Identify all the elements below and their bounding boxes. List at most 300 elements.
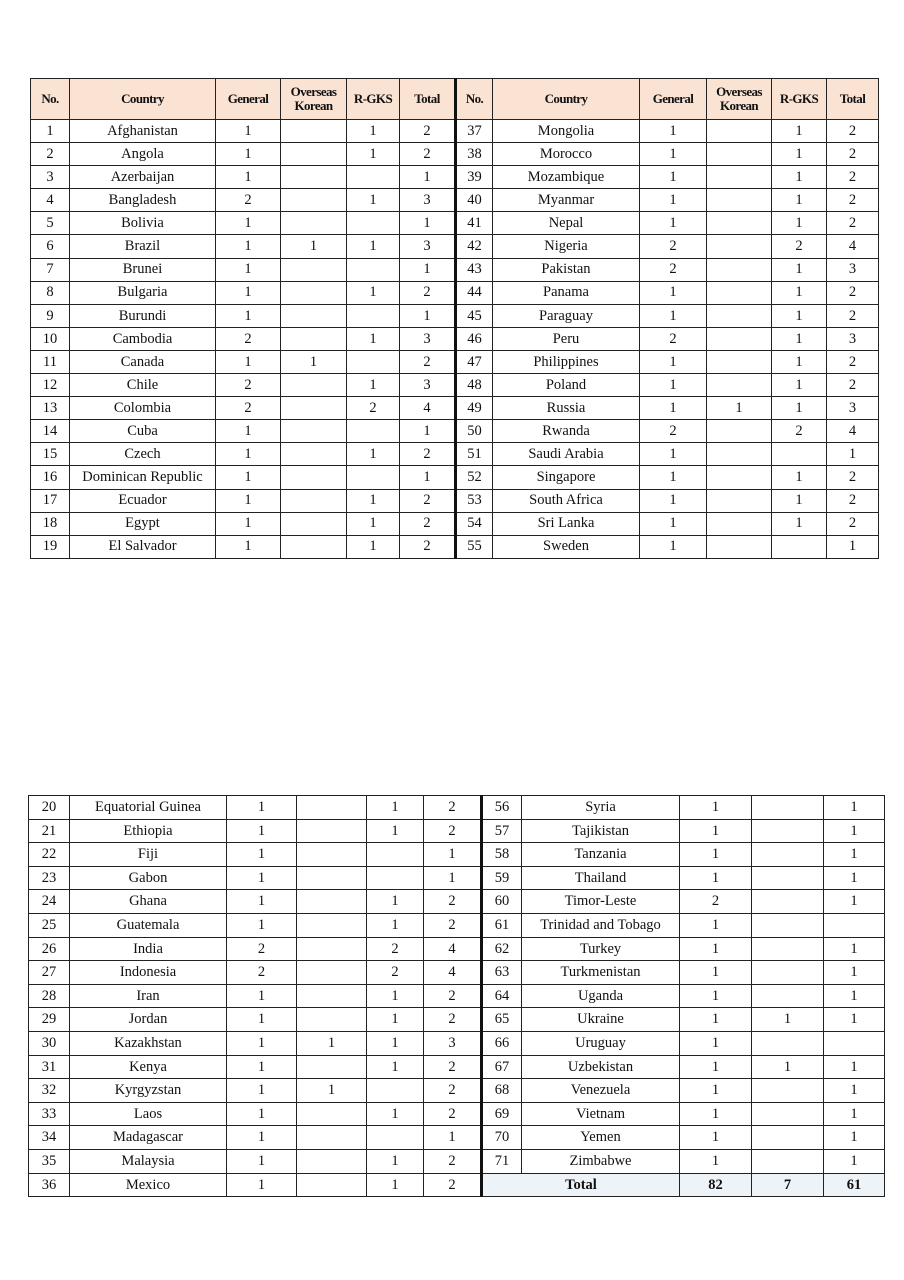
rgks-count: 1 — [772, 512, 827, 535]
general-count: 1 — [680, 1102, 752, 1126]
country-name: Myanmar — [493, 189, 640, 212]
rgks-count: 1 — [347, 443, 400, 466]
country-name: Turkmenistan — [522, 961, 680, 985]
row-number: 70 — [482, 1126, 522, 1150]
overseas-korean-count — [752, 819, 824, 843]
country-name: Sweden — [493, 535, 640, 558]
header-total: Total — [827, 79, 879, 120]
total-count: 1 — [400, 212, 456, 235]
total-count: 1 — [827, 535, 879, 558]
grand-total-general: 82 — [680, 1173, 752, 1197]
total-count: 3 — [424, 1031, 482, 1055]
overseas-korean-count: 1 — [281, 235, 347, 258]
general-count: 1 — [227, 1079, 297, 1103]
rgks-count: 1 — [347, 535, 400, 558]
table-row — [29, 819, 885, 843]
rgks-count: 1 — [347, 512, 400, 535]
country-name: Vietnam — [522, 1102, 680, 1126]
rgks-count: 1 — [367, 913, 424, 937]
country-name: El Salvador — [70, 535, 216, 558]
table-row — [31, 512, 879, 535]
general-count: 1 — [227, 984, 297, 1008]
rgks-count: 1 — [347, 489, 400, 512]
table-row — [29, 1008, 885, 1032]
row-number: 45 — [456, 304, 493, 327]
country-name: Canada — [70, 350, 216, 373]
total-count: 4 — [424, 937, 482, 961]
row-number: 41 — [456, 212, 493, 235]
total-count: 2 — [827, 189, 879, 212]
row-number: 8 — [31, 281, 70, 304]
country-name: Ethiopia — [70, 819, 227, 843]
rgks-count: 1 — [772, 374, 827, 397]
rgks-count: 2 — [367, 961, 424, 985]
general-count: 1 — [680, 796, 752, 820]
rgks-count: 2 — [367, 937, 424, 961]
general-count: 1 — [227, 1055, 297, 1079]
overseas-korean-count — [281, 304, 347, 327]
row-number: 64 — [482, 984, 522, 1008]
general-count: 2 — [216, 374, 281, 397]
overseas-korean-count — [281, 166, 347, 189]
overseas-korean-count — [707, 374, 772, 397]
overseas-korean-count — [297, 1173, 367, 1197]
country-name: Kyrgyzstan — [70, 1079, 227, 1103]
general-count: 1 — [680, 843, 752, 867]
row-number: 11 — [31, 350, 70, 373]
total-count: 3 — [827, 397, 879, 420]
rgks-count — [347, 258, 400, 281]
country-name: Brunei — [70, 258, 216, 281]
rgks-count: 1 — [347, 143, 400, 166]
total-count: 2 — [424, 1149, 482, 1173]
country-name: Malaysia — [70, 1149, 227, 1173]
row-number: 26 — [29, 937, 70, 961]
general-count: 1 — [227, 1126, 297, 1150]
overseas-korean-count — [297, 819, 367, 843]
overseas-korean-count — [297, 866, 367, 890]
country-name: Philippines — [493, 350, 640, 373]
total-count: 1 — [824, 984, 885, 1008]
total-count: 3 — [827, 327, 879, 350]
country-name: Zimbabwe — [522, 1149, 680, 1173]
general-count: 1 — [680, 1008, 752, 1032]
row-number: 29 — [29, 1008, 70, 1032]
country-name: Angola — [70, 143, 216, 166]
row-number: 9 — [31, 304, 70, 327]
table-header-row — [31, 79, 879, 120]
row-number: 46 — [456, 327, 493, 350]
rgks-count: 1 — [772, 166, 827, 189]
general-count: 1 — [680, 937, 752, 961]
header-country: Country — [493, 79, 640, 120]
total-count: 2 — [400, 281, 456, 304]
table-row — [29, 1055, 885, 1079]
country-name: India — [70, 937, 227, 961]
table-row — [31, 166, 879, 189]
total-count: 4 — [827, 420, 879, 443]
rgks-count: 1 — [347, 374, 400, 397]
country-name: Pakistan — [493, 258, 640, 281]
table-row — [29, 961, 885, 985]
table-row — [31, 350, 879, 373]
general-count: 1 — [640, 466, 707, 489]
general-count: 1 — [640, 143, 707, 166]
total-count: 2 — [400, 489, 456, 512]
overseas-korean-count: 1 — [707, 397, 772, 420]
row-number: 13 — [31, 397, 70, 420]
row-number: 4 — [31, 189, 70, 212]
total-count: 1 — [824, 937, 885, 961]
row-number: 16 — [31, 466, 70, 489]
row-number: 55 — [456, 535, 493, 558]
row-number: 54 — [456, 512, 493, 535]
overseas-korean-count — [281, 443, 347, 466]
general-count: 1 — [216, 420, 281, 443]
rgks-count: 1 — [367, 1102, 424, 1126]
table-row — [31, 120, 879, 143]
rgks-count: 1 — [367, 984, 424, 1008]
rgks-count: 1 — [367, 1149, 424, 1173]
row-number: 14 — [31, 420, 70, 443]
country-name: Trinidad and Tobago — [522, 913, 680, 937]
row-number: 15 — [31, 443, 70, 466]
country-name: Ecuador — [70, 489, 216, 512]
general-count: 1 — [680, 1079, 752, 1103]
table-row — [31, 304, 879, 327]
total-count: 2 — [827, 374, 879, 397]
general-count: 1 — [227, 843, 297, 867]
country-name: Uruguay — [522, 1031, 680, 1055]
rgks-count: 1 — [367, 819, 424, 843]
table-row — [31, 189, 879, 212]
total-count: 2 — [827, 304, 879, 327]
rgks-count: 1 — [347, 235, 400, 258]
general-count: 1 — [216, 512, 281, 535]
country-name: Peru — [493, 327, 640, 350]
country-name: Guatemala — [70, 913, 227, 937]
row-number: 58 — [482, 843, 522, 867]
overseas-korean-count — [707, 535, 772, 558]
overseas-korean-count — [752, 1102, 824, 1126]
total-count: 1 — [824, 819, 885, 843]
overseas-korean-count — [707, 489, 772, 512]
row-number: 20 — [29, 796, 70, 820]
total-count: 1 — [824, 1149, 885, 1173]
total-count: 4 — [827, 235, 879, 258]
row-number: 6 — [31, 235, 70, 258]
overseas-korean-count — [752, 796, 824, 820]
general-count: 1 — [640, 535, 707, 558]
total-count: 1 — [400, 304, 456, 327]
total-count: 2 — [424, 1173, 482, 1197]
row-number: 7 — [31, 258, 70, 281]
total-count: 1 — [824, 796, 885, 820]
country-name: Madagascar — [70, 1126, 227, 1150]
country-name: Equatorial Guinea — [70, 796, 227, 820]
header-no: No. — [31, 79, 70, 120]
overseas-korean-count — [752, 1149, 824, 1173]
table-row — [29, 1079, 885, 1103]
general-count: 1 — [216, 281, 281, 304]
grand-total-label: Total — [482, 1173, 680, 1197]
country-name: Timor-Leste — [522, 890, 680, 914]
general-count: 1 — [640, 189, 707, 212]
country-name: Thailand — [522, 866, 680, 890]
rgks-count — [347, 350, 400, 373]
country-name: Paraguay — [493, 304, 640, 327]
header-overseas-korean: Overseas Korean — [707, 79, 772, 120]
total-count: 3 — [400, 374, 456, 397]
rgks-count: 1 — [772, 327, 827, 350]
overseas-korean-count — [297, 1126, 367, 1150]
rgks-count — [347, 466, 400, 489]
country-name: Sri Lanka — [493, 512, 640, 535]
general-count: 2 — [216, 189, 281, 212]
row-number: 3 — [31, 166, 70, 189]
table-row — [29, 937, 885, 961]
overseas-korean-count — [281, 397, 347, 420]
overseas-korean-count — [752, 890, 824, 914]
overseas-korean-count — [707, 304, 772, 327]
row-number: 71 — [482, 1149, 522, 1173]
general-count: 1 — [680, 1031, 752, 1055]
rgks-count — [772, 535, 827, 558]
overseas-korean-count — [281, 120, 347, 143]
row-number: 50 — [456, 420, 493, 443]
rgks-count — [772, 443, 827, 466]
rgks-count — [367, 1079, 424, 1103]
total-count: 1 — [424, 866, 482, 890]
row-number: 69 — [482, 1102, 522, 1126]
total-count: 2 — [827, 120, 879, 143]
overseas-korean-count — [297, 961, 367, 985]
overseas-korean-count — [752, 1031, 824, 1055]
general-count: 1 — [216, 258, 281, 281]
row-number: 36 — [29, 1173, 70, 1197]
total-count: 3 — [400, 189, 456, 212]
total-count: 1 — [400, 420, 456, 443]
country-name: South Africa — [493, 489, 640, 512]
header-general: General — [216, 79, 281, 120]
country-name: Uzbekistan — [522, 1055, 680, 1079]
general-count: 1 — [227, 1102, 297, 1126]
rgks-count: 1 — [367, 1008, 424, 1032]
country-name: Nepal — [493, 212, 640, 235]
overseas-korean-count — [707, 420, 772, 443]
total-count: 2 — [827, 489, 879, 512]
country-name: Mexico — [70, 1173, 227, 1197]
country-name: Panama — [493, 281, 640, 304]
header-country: Country — [70, 79, 216, 120]
total-count: 1 — [824, 1126, 885, 1150]
row-number: 18 — [31, 512, 70, 535]
table-row — [31, 397, 879, 420]
overseas-korean-count — [281, 489, 347, 512]
header-rgks: R-GKS — [772, 79, 827, 120]
country-name: Syria — [522, 796, 680, 820]
total-count: 2 — [827, 166, 879, 189]
country-name: Dominican Republic — [70, 466, 216, 489]
row-number: 32 — [29, 1079, 70, 1103]
general-count: 1 — [227, 1031, 297, 1055]
overseas-korean-count — [281, 258, 347, 281]
rgks-count: 1 — [367, 1031, 424, 1055]
overseas-korean-count — [752, 866, 824, 890]
total-count: 3 — [400, 235, 456, 258]
country-name: Kazakhstan — [70, 1031, 227, 1055]
overseas-korean-count — [297, 913, 367, 937]
header-no: No. — [456, 79, 493, 120]
rgks-count: 1 — [347, 189, 400, 212]
total-count: 2 — [400, 350, 456, 373]
row-number: 21 — [29, 819, 70, 843]
total-count: 4 — [424, 961, 482, 985]
overseas-korean-count: 1 — [297, 1031, 367, 1055]
country-name: Bolivia — [70, 212, 216, 235]
overseas-korean-count — [752, 1079, 824, 1103]
row-number: 2 — [31, 143, 70, 166]
overseas-korean-count: 1 — [752, 1008, 824, 1032]
general-count: 1 — [227, 1149, 297, 1173]
overseas-korean-count — [707, 166, 772, 189]
total-count: 1 — [824, 890, 885, 914]
total-count: 2 — [827, 281, 879, 304]
general-count: 1 — [216, 535, 281, 558]
country-name: Venezuela — [522, 1079, 680, 1103]
general-count: 1 — [640, 120, 707, 143]
total-count: 2 — [424, 984, 482, 1008]
country-name: Kenya — [70, 1055, 227, 1079]
country-name: Czech — [70, 443, 216, 466]
overseas-korean-count — [281, 420, 347, 443]
row-number: 66 — [482, 1031, 522, 1055]
row-number: 53 — [456, 489, 493, 512]
row-number: 30 — [29, 1031, 70, 1055]
row-number: 17 — [31, 489, 70, 512]
country-name: Nigeria — [493, 235, 640, 258]
overseas-korean-count — [707, 281, 772, 304]
general-count: 1 — [227, 890, 297, 914]
general-count: 2 — [640, 235, 707, 258]
total-count: 2 — [424, 1008, 482, 1032]
table-row — [29, 866, 885, 890]
general-count: 1 — [216, 212, 281, 235]
rgks-count: 1 — [367, 1173, 424, 1197]
overseas-korean-count — [297, 984, 367, 1008]
overseas-korean-count — [297, 1055, 367, 1079]
rgks-count: 1 — [772, 143, 827, 166]
general-count: 1 — [640, 281, 707, 304]
total-count: 2 — [424, 796, 482, 820]
rgks-count — [347, 212, 400, 235]
general-count: 1 — [227, 913, 297, 937]
country-name: Egypt — [70, 512, 216, 535]
row-number: 37 — [456, 120, 493, 143]
overseas-korean-count — [707, 512, 772, 535]
total-count: 2 — [424, 890, 482, 914]
country-name: Turkey — [522, 937, 680, 961]
rgks-count: 1 — [772, 120, 827, 143]
general-count: 2 — [227, 937, 297, 961]
country-name: Azerbaijan — [70, 166, 216, 189]
table-row — [31, 235, 879, 258]
country-name: Afghanistan — [70, 120, 216, 143]
general-count: 1 — [216, 350, 281, 373]
rgks-count: 1 — [772, 212, 827, 235]
overseas-korean-count — [281, 466, 347, 489]
general-count: 1 — [227, 866, 297, 890]
overseas-korean-count — [297, 1149, 367, 1173]
general-count: 1 — [640, 512, 707, 535]
total-count: 1 — [424, 843, 482, 867]
row-number: 68 — [482, 1079, 522, 1103]
table-row — [29, 796, 885, 820]
overseas-korean-count: 1 — [297, 1079, 367, 1103]
row-number: 63 — [482, 961, 522, 985]
overseas-korean-count — [297, 796, 367, 820]
general-count: 2 — [227, 961, 297, 985]
table-row — [31, 143, 879, 166]
general-count: 2 — [640, 258, 707, 281]
rgks-count: 1 — [772, 350, 827, 373]
table-row — [31, 258, 879, 281]
overseas-korean-count — [707, 443, 772, 466]
total-count: 2 — [400, 512, 456, 535]
total-count: 1 — [824, 1055, 885, 1079]
overseas-korean-count: 1 — [752, 1055, 824, 1079]
country-name: Indonesia — [70, 961, 227, 985]
table-row — [31, 535, 879, 558]
row-number: 51 — [456, 443, 493, 466]
general-count: 1 — [227, 1173, 297, 1197]
table-row — [29, 1149, 885, 1173]
overseas-korean-count — [707, 189, 772, 212]
country-name: Morocco — [493, 143, 640, 166]
total-count: 1 — [824, 961, 885, 985]
total-count — [824, 1031, 885, 1055]
row-number: 31 — [29, 1055, 70, 1079]
overseas-korean-count — [281, 143, 347, 166]
country-name: Ghana — [70, 890, 227, 914]
row-number: 10 — [31, 327, 70, 350]
overseas-korean-count — [281, 374, 347, 397]
general-count: 1 — [680, 1055, 752, 1079]
country-name: Poland — [493, 374, 640, 397]
row-number: 19 — [31, 535, 70, 558]
total-count: 2 — [400, 443, 456, 466]
overseas-korean-count — [707, 143, 772, 166]
general-count: 2 — [216, 397, 281, 420]
overseas-korean-count — [297, 890, 367, 914]
general-count: 1 — [227, 796, 297, 820]
total-count: 3 — [400, 327, 456, 350]
country-name: Laos — [70, 1102, 227, 1126]
overseas-korean-count — [707, 120, 772, 143]
rgks-count: 1 — [367, 796, 424, 820]
total-count: 2 — [827, 212, 879, 235]
table-row — [29, 1126, 885, 1150]
total-count: 4 — [400, 397, 456, 420]
table-row — [31, 466, 879, 489]
row-number: 34 — [29, 1126, 70, 1150]
table-row — [31, 489, 879, 512]
row-number: 23 — [29, 866, 70, 890]
rgks-count: 1 — [347, 327, 400, 350]
country-name: Tanzania — [522, 843, 680, 867]
total-count: 2 — [400, 120, 456, 143]
rgks-count: 2 — [772, 235, 827, 258]
